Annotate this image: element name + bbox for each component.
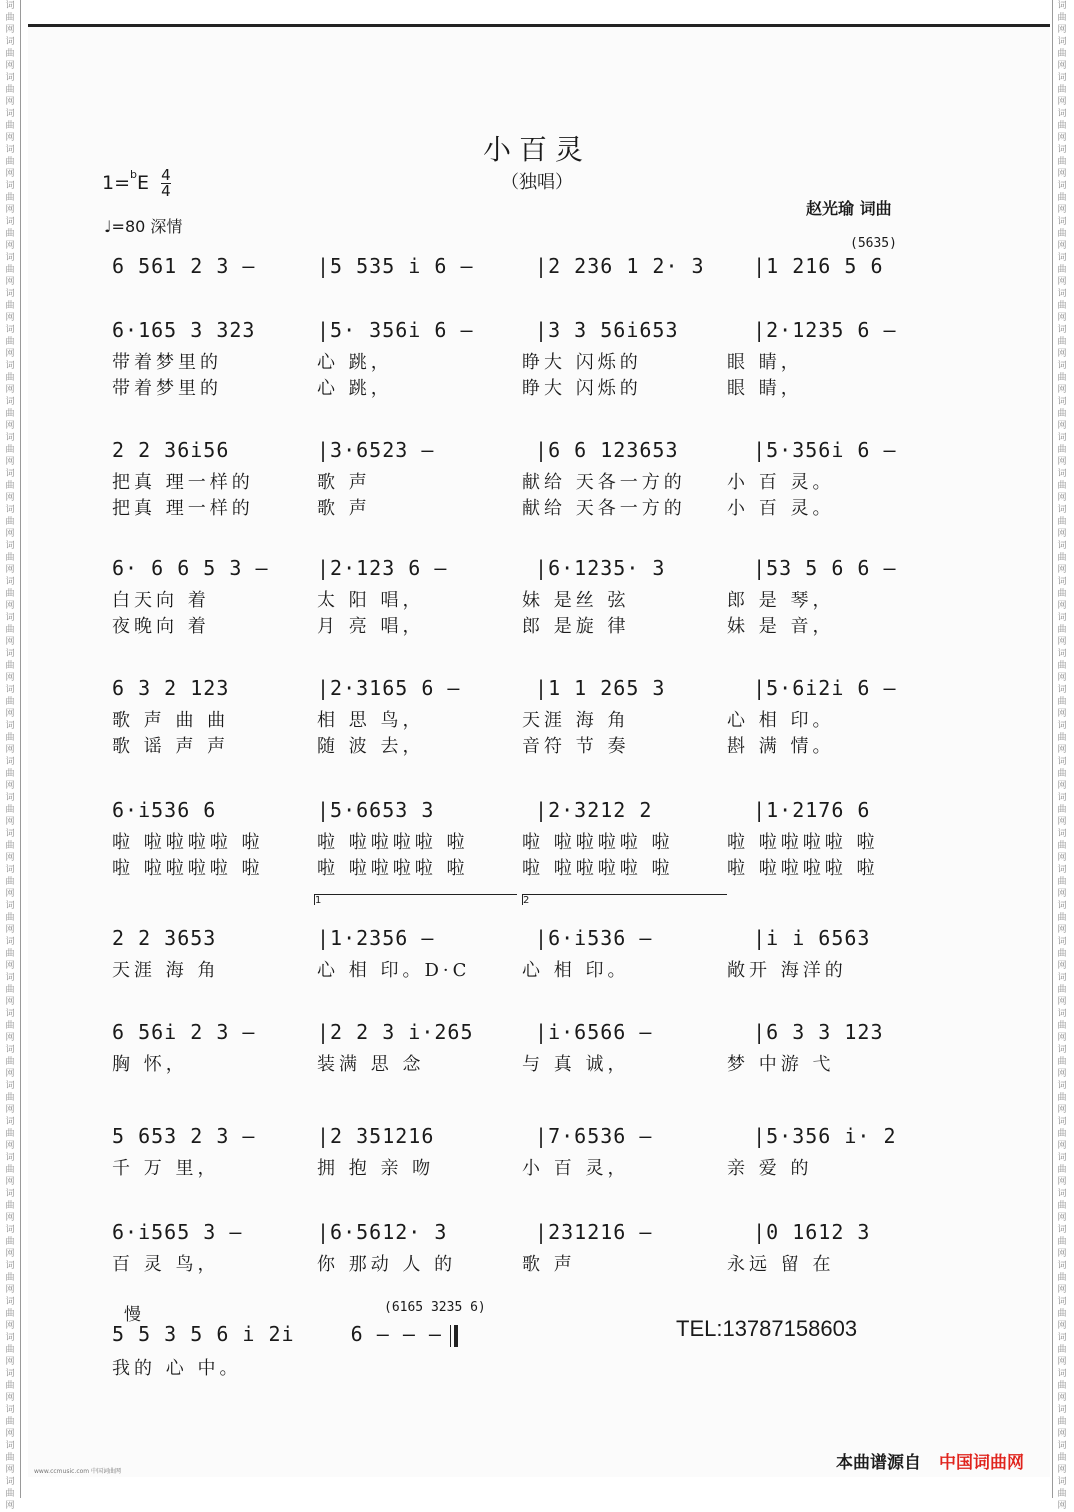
end-barline [450,1325,458,1347]
lyric-line [112,1050,942,1076]
barline: | [535,1124,549,1148]
measure: 6·1235· 3 [548,556,666,580]
lyric-segment: 把真 理一样的 [112,498,254,519]
barline: | [535,1220,549,1244]
measure: 3 3 56i653 [548,318,679,342]
barline: | [753,1020,767,1044]
lyric-line [112,828,942,854]
lyric-segment: 睁大 闪烁的 [522,352,642,373]
key-signature [102,168,171,199]
lyric-segment: 啦 啦啦啦啦 啦 [727,858,879,879]
final-notes: 5 5 3 5 6 i 2i [112,1322,295,1346]
watermark-left-line [20,0,21,1498]
time-bottom: 4 [161,182,171,200]
measure: 6 3 2 123 [112,676,230,700]
final-lyric: 我的 心 中。 [112,1358,242,1379]
lyric-segment: 啦 啦啦啦啦 啦 [317,858,469,879]
measure: 5 653 2 3 — [112,1124,256,1148]
lyric-segment: 歌 声 [317,472,371,493]
intro-measure: 1 216 5 6 [766,254,884,278]
lyric-line [112,706,942,732]
notes-line [112,556,942,586]
barline: | [753,676,767,700]
measure: 1 1 265 3 [548,676,666,700]
footer-small-text: www.ccmusic.com 中国词曲网 [34,1468,122,1475]
lyric-segment: 心 相 印。 [727,710,835,731]
key-flat: b [130,167,137,181]
lyric-segment: 太 阳 唱， [317,590,425,611]
barline: | [535,676,549,700]
lyric-line [112,586,942,612]
barline: | [317,318,331,342]
barline: | [317,1020,331,1044]
lyric-segment: 郎 是旋 律 [522,616,630,637]
measure: 231216 — [548,1220,653,1244]
barline: | [753,556,767,580]
barline: | [535,798,549,822]
measure: 2·3165 6 — [330,676,461,700]
notes-line [112,676,942,706]
lyric-segment: 亲 爱 的 [727,1158,813,1179]
intro-measure: 2 236 1 2· 3 [548,254,705,278]
final-grace: (6165 3235 6) [384,1300,486,1315]
lyric-segment: 天涯 海 角 [522,710,630,731]
barline: | [317,438,331,462]
barline: | [317,1124,331,1148]
lyric-line [112,956,942,982]
measure: 2·123 6 — [330,556,448,580]
time-top: 4 [161,166,171,184]
lyric-segment: 把真 理一样的 [112,472,254,493]
lyric-segment: 随 波 去， [317,736,425,757]
time-signature [161,168,171,199]
footer-source [836,1448,1024,1473]
lyric-segment: 心 跳， [317,352,393,373]
measure: 53 5 6 6 — [766,556,897,580]
key-letter: E [137,172,150,194]
lyric-segment: 啦 啦啦啦啦 啦 [112,858,264,879]
measure: 2 351216 [330,1124,435,1148]
notes-line [112,1020,942,1050]
lyric-segment: 敞开 海洋的 [727,960,847,981]
footer-label: 本曲谱源自 [836,1453,921,1473]
lyric-line [112,612,942,638]
lyric-segment: 心 跳， [317,378,393,399]
barline: | [753,318,767,342]
lyric-segment: 郎 是 琴， [727,590,835,611]
lyric-segment: 与 真 诚， [522,1054,630,1075]
lyric-segment: 献给 天各一方的 [522,472,686,493]
footer-site-link[interactable]: 中国词曲网 [939,1453,1024,1473]
lyric-line [112,468,942,494]
measure: i i 6563 [766,926,871,950]
lyric-segment: 白天向 着 [112,590,210,611]
barline: | [753,1124,767,1148]
lyric-segment: 拥 抱 亲 吻 [317,1158,435,1179]
measure: 0 1612 3 [766,1220,871,1244]
notes-line [112,926,942,956]
intro-measure: 5 535 i 6 — [330,254,474,278]
watermark-right-line [1052,0,1053,1498]
measure: 3·6523 — [330,438,435,462]
barline: | [317,1220,331,1244]
lyric-segment: 千 万 里， [112,1158,220,1179]
measure: 6 56i 2 3 — [112,1020,256,1044]
measure: 2 2 36i56 [112,438,230,462]
measure: i·6566 — [548,1020,653,1044]
intro-measure: 6 561 2 3 — [112,254,256,278]
song-subtitle: （独唱） [501,172,573,193]
barline: | [535,254,549,278]
lyric-segment: 献给 天各一方的 [522,498,686,519]
lyric-segment: 月 亮 唱， [317,616,425,637]
lyric-segment: 带着梦里的 [112,378,222,399]
measure: 5·356 i· 2 [766,1124,897,1148]
barline: | [317,556,331,580]
notes-line [112,318,942,348]
measure: 2 2 3 i·265 [330,1020,474,1044]
barline: | [535,926,549,950]
barline: | [317,254,331,278]
measure: 5· 356i 6 — [330,318,474,342]
measure: 6 6 123653 [548,438,679,462]
lyric-segment: 眼 睛， [727,352,803,373]
barline: | [535,438,549,462]
lyric-segment: 你 那动 人 的 [317,1254,457,1275]
lyric-segment: 夜晚向 着 [112,616,210,637]
barline: | [535,1020,549,1044]
intro-grace: (5635) [850,236,897,251]
lyric-segment: 装满 思 念 [317,1054,425,1075]
notes-line [112,438,942,468]
volta-2: 2 [522,894,727,905]
key-prefix: 1= [102,172,131,194]
lyric-segment: 相 思 鸟， [317,710,425,731]
lyric-segment: 永远 留 在 [727,1254,835,1275]
lyric-segment: 啦 啦啦啦啦 啦 [112,832,264,853]
notes-line [112,1124,942,1154]
lyric-line [112,1154,942,1180]
barline: | [317,798,331,822]
lyric-line [112,374,942,400]
lyric-segment: 眼 睛， [727,378,803,399]
lyric-segment: 天涯 海 角 [112,960,220,981]
slow-marking: 慢 [124,1305,141,1325]
notes-line [112,798,942,828]
lyric-segment: 歌 谣 声 声 [112,736,230,757]
measure: 1·2176 6 [766,798,871,822]
measure: 1·2356 — [330,926,435,950]
barline: | [753,254,767,278]
barline: | [535,318,549,342]
lyric-segment: 心 相 印。D·C [317,960,471,981]
measure: 6·i536 — [548,926,653,950]
lyric-segment: 胸 怀， [112,1054,188,1075]
measure: 6· 6 6 5 3 — [112,556,269,580]
lyric-segment: 妹 是丝 弦 [522,590,630,611]
lyric-segment: 啦 啦啦啦啦 啦 [522,832,674,853]
measure: 5·356i 6 — [766,438,897,462]
intro-line [112,254,942,284]
lyric-segment: 梦 中游 弋 [727,1054,835,1075]
watermark-left: 词曲网词曲网词曲网词曲网词曲网词曲网词曲网词曲网词曲网词曲网词曲网词曲网词曲网词曲网词曲网词曲网词曲网词曲网词曲网词曲网词曲网词曲网词曲网词曲网词曲网词曲网词曲网词曲网词曲网词曲网词曲网词曲网词曲网词曲网词曲网词曲网词曲网词曲网词曲网词曲网词曲网词曲网 [5,1,15,1511]
lyric-line [112,1250,942,1276]
measure: 5·6i2i 6 — [766,676,897,700]
contact-tel: TEL:13787158603 [676,1316,858,1341]
barline: | [535,556,549,580]
lyric-segment: 百 灵 鸟， [112,1254,220,1275]
tempo-marking: ♩=80 深情 [104,217,183,236]
lyric-line [112,854,942,880]
lyric-segment: 音符 节 奏 [522,736,630,757]
measure: 6·165 3 323 [112,318,256,342]
lyric-segment: 睁大 闪烁的 [522,378,642,399]
barline: | [317,676,331,700]
song-title: 小百灵 [482,133,591,166]
measure: 7·6536 — [548,1124,653,1148]
lyric-segment: 啦 啦啦啦啦 啦 [317,832,469,853]
notes-line [112,1220,942,1250]
lyric-segment: 歌 声 [522,1254,576,1275]
lyric-segment: 小 百 灵。 [727,472,835,493]
lyric-line [112,348,942,374]
measure: 2·3212 2 [548,798,653,822]
lyric-segment: 啦 啦啦啦啦 啦 [522,858,674,879]
barline: | [753,438,767,462]
lyric-segment: 小 百 灵。 [727,498,835,519]
lyric-segment: 斟 满 情。 [727,736,835,757]
song-author: 赵光瑜 词曲 [806,199,892,218]
measure: 2 2 3653 [112,926,217,950]
barline: | [317,926,331,950]
lyric-segment: 小 百 灵， [522,1158,630,1179]
lyric-segment: 歌 声 曲 曲 [112,710,230,731]
measure: 5·6653 3 [330,798,435,822]
measure: 6·5612· 3 [330,1220,448,1244]
lyric-segment: 带着梦里的 [112,352,222,373]
measure: 2·1235 6 — [766,318,897,342]
volta-1: 1 [314,894,517,905]
lyric-segment: 歌 声 [317,498,371,519]
barline: | [753,798,767,822]
measure: 6·i536 6 [112,798,217,822]
lyric-line [112,494,942,520]
barline: | [753,926,767,950]
final-end: 6 — — — [350,1322,442,1346]
watermark-right: 词曲网词曲网词曲网词曲网词曲网词曲网词曲网词曲网词曲网词曲网词曲网词曲网词曲网词曲网词曲网词曲网词曲网词曲网词曲网词曲网词曲网词曲网词曲网词曲网词曲网词曲网词曲网词曲网词曲网词曲网词曲网词曲网词曲网词曲网词曲网词曲网词曲网词曲网词曲网词曲网词曲网词曲网 [1057,1,1067,1511]
measure: 6 3 3 123 [766,1020,884,1044]
lyric-line [112,732,942,758]
measure: 6·i565 3 — [112,1220,243,1244]
lyric-segment: 啦 啦啦啦啦 啦 [727,832,879,853]
lyric-segment: 妹 是 音， [727,616,835,637]
lyric-segment: 心 相 印。 [522,960,630,981]
barline: | [753,1220,767,1244]
